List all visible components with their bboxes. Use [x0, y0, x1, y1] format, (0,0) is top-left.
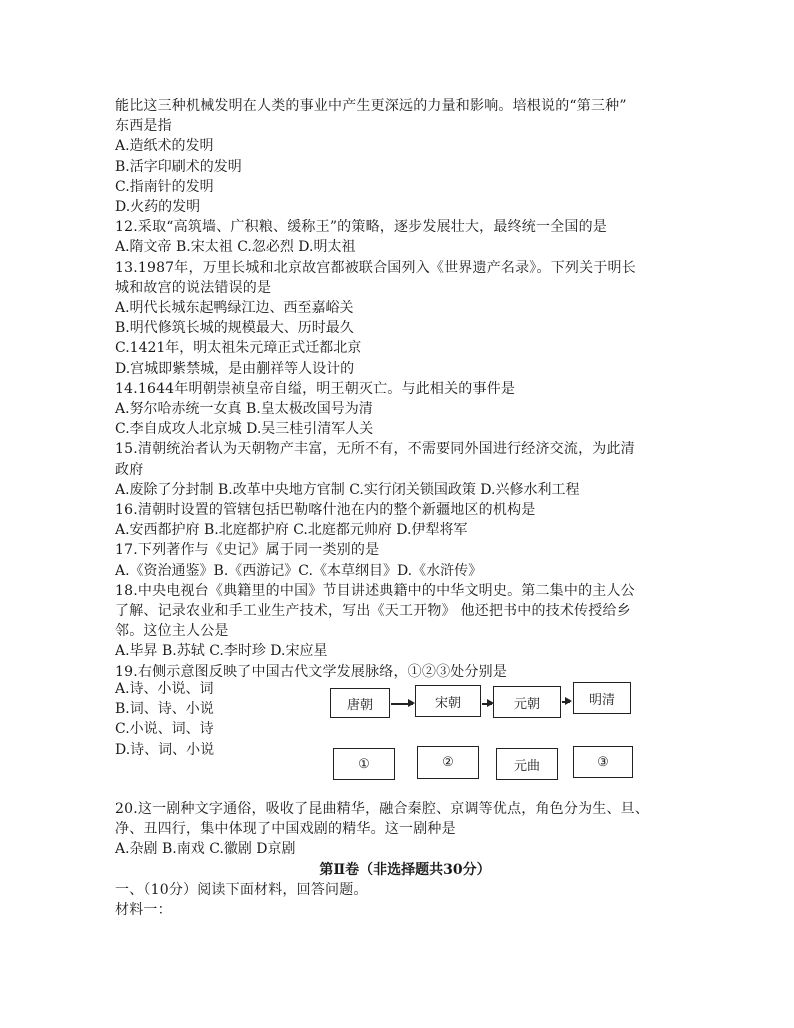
box-tang: 唐朝 — [330, 688, 390, 718]
question-19: 19.右侧示意图反映了中国古代文学发展脉络，①②③处分别是 — [115, 663, 508, 680]
question-20: 20.这一剧种文字通俗，吸收了昆曲精华，融合秦腔、京调等优点，角色分为生、旦、 — [115, 801, 650, 817]
option-line: A.杂剧 B.南戏 C.徽剧 D京剧 — [115, 841, 296, 858]
option-line: A.废除了分封制 B.改革中央地方官制 C.实行闭关锁国政策 D.兴修水利工程 — [115, 481, 580, 498]
question-18: 18.中央电视台《典籍里的中国》节目讲述典籍中的中华文明史。第二集中的主人公 — [115, 582, 635, 599]
text-line: 净、丑四行，集中体现了中国戏剧的精华。这一剧种是 — [115, 821, 456, 838]
option-line: A.努尔哈赤统一女真 B.皇太极改国号为清 — [115, 401, 373, 418]
text-line: 东西是指 — [115, 118, 172, 135]
option-line: A.造纸术的发明 — [115, 138, 214, 155]
option-line: A.安西都护府 B.北庭都护府 C.北庭都元帅府 D.伊犁将军 — [115, 522, 468, 539]
box-blank-2: ② — [417, 746, 479, 779]
question-17: 17.下列著作与《史记》属于同一类别的是 — [115, 542, 380, 559]
option-line: D.诗、词、小说 — [115, 741, 215, 758]
question-13: 13.1987年，万里长城和北京故宫都被联合国列入《世界遗产名录》。下列关于明长 — [115, 259, 636, 276]
question-12: 12.采取“高筑墙、广积粮、缓称王”的策略，逐步发展壮大，最终统一全国的是 — [115, 219, 607, 236]
option-line: D.火药的发明 — [115, 199, 201, 216]
box-yuanqu: 元曲 — [496, 748, 558, 780]
question-15: 15.清朝统治者认为天朝物产丰富，无所不有，不需要同外国进行经济交流，为此清 — [115, 441, 635, 458]
text-line: 邻。这位主人公是 — [115, 623, 229, 640]
option-line: C.指南针的发明 — [115, 178, 214, 195]
arrow-icon — [482, 703, 492, 705]
option-line: B.词、诗、小说 — [115, 701, 214, 718]
arrow-icon — [562, 701, 570, 703]
literature-flow-diagram — [330, 688, 630, 784]
box-yuan: 元朝 — [493, 686, 561, 718]
text-line: 能比这三种机械发明在人类的事业中产生更深远的力量和影响。培根说的“第三种” — [115, 98, 627, 114]
text-line: 政府 — [115, 461, 144, 478]
option-line: C.李自成攻人北京城 D.吴三桂引清军人关 — [115, 421, 374, 438]
part-one-heading: 一、（10分）阅读下面材料，回答问题。 — [115, 881, 368, 898]
option-line: A.诗、小说、词 — [115, 681, 214, 697]
question-19-options — [115, 679, 214, 760]
box-blank-1: ① — [333, 748, 395, 780]
option-line: B.明代修筑长城的规模最大、历时最久 — [115, 320, 354, 337]
option-line: A.毕昇 B.苏轼 C.李时珍 D.宋应星 — [115, 643, 328, 660]
text-line: 城和故宫的说法错误的是 — [115, 279, 272, 296]
question-20-block — [115, 799, 695, 920]
option-line: C.1421年，明太祖朱元璋正式迁都北京 — [115, 340, 362, 357]
option-line: D.宫城即紫禁城，是由蒯祥等人设计的 — [115, 360, 355, 377]
option-line: A.隋文帝 B.宋太祖 C.忽必烈 D.明太祖 — [115, 239, 356, 256]
section-title: 第Ⅱ卷（非选择题共30分） — [319, 861, 491, 878]
box-blank-3: ③ — [573, 746, 633, 778]
question-text-block — [115, 96, 695, 682]
material-one-label: 材料一： — [115, 902, 172, 919]
box-mingqing: 明清 — [573, 682, 631, 714]
question-16: 16.清朝时设置的管辖包括巴勒喀什池在内的整个新疆地区的机构是 — [115, 502, 536, 519]
option-line: B.活字印刷术的发明 — [115, 158, 242, 175]
option-line: A.《资治通鉴》B.《西游记》C.《本草纲目》D.《水浒传》 — [115, 562, 483, 579]
text-line: 了解、记录农业和手工业生产技术，写出《天工开物》 他还把书中的技术传授给乡 — [115, 603, 631, 620]
box-song: 宋朝 — [415, 685, 481, 717]
option-line: C.小说、词、诗 — [115, 721, 214, 738]
option-line: A.明代长城东起鸭绿江边、西至嘉峪关 — [115, 300, 354, 317]
arrow-icon — [391, 703, 413, 705]
question-14: 14.1644年明朝崇祯皇帝自缢，明王朝灭亡。与此相关的事件是 — [115, 380, 516, 397]
